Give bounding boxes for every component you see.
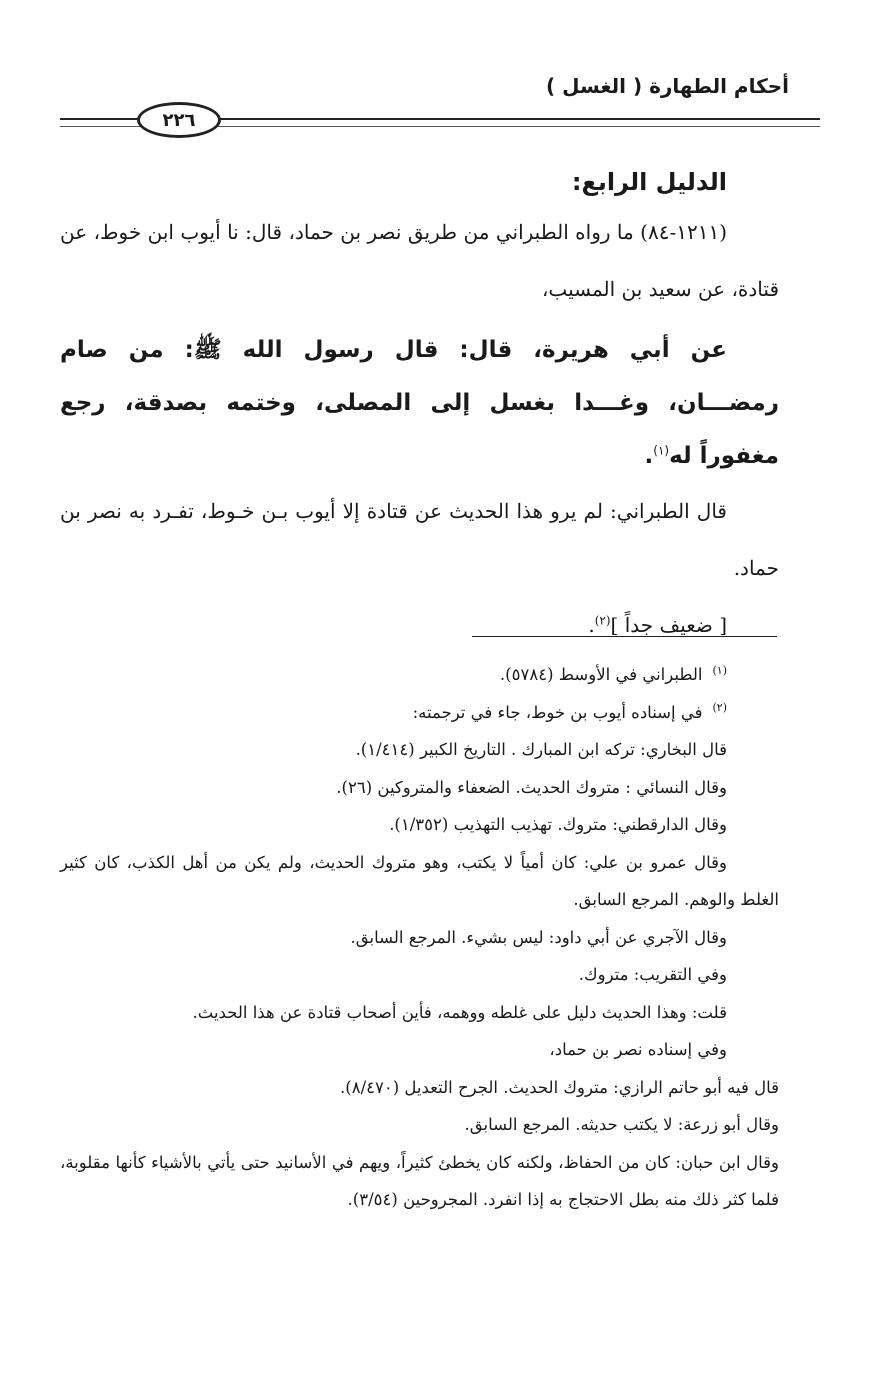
isnad-paragraph: (١٢١١-٨٤) ما رواه الطبراني من طريق نصر بن حماد، قال: نا أيوب ابن خوط، عن قتادة، عن سعيد بن المسيب، bbox=[60, 220, 779, 301]
footnote-line: وقال عمرو بن علي: كان أمياً لا يكتب، وهو متروك الحديث، ولم يكن من أهل الكذب، كان كثير الغلط والوهم. المرجع السابق. bbox=[60, 852, 779, 909]
footnote-line: وفي إسناده نصر بن حماد، bbox=[549, 1040, 727, 1059]
footnote-line: قلت: وهذا الحديث دليل على غلطه ووهمه، فأين أصحاب قتادة عن هذا الحديث. bbox=[192, 1002, 727, 1022]
footnote-line: وقال أبو زرعة: لا يكتب حديثه. المرجع السابق. bbox=[464, 1115, 779, 1134]
footnote-line: وفي التقريب: متروك. bbox=[578, 965, 727, 984]
footnote-ref-1[interactable]: (١) bbox=[653, 443, 670, 458]
footnote-2-text: في إسناده أيوب بن خوط، جاء في ترجمته: bbox=[412, 702, 703, 722]
footnote-ref-2[interactable]: (٢) bbox=[594, 613, 611, 628]
footnote-line: وقال الدارقطني: متروك. تهذيب التهذيب (١/٣٥٢). bbox=[389, 815, 727, 834]
footnote-line: وقال النسائي : متروك الحديث. الضعفاء والمتروكين (٢٦). bbox=[336, 777, 727, 797]
footnote-separator bbox=[472, 636, 777, 637]
running-header-title: أحكام الطهارة ( الغسل ) bbox=[546, 74, 789, 98]
grading-end: . bbox=[588, 613, 595, 637]
hadith-text bbox=[60, 324, 779, 483]
page-number: ٢٢٦ bbox=[137, 102, 221, 138]
footnotes bbox=[60, 656, 779, 1219]
hadith-grading bbox=[60, 597, 779, 654]
section-title: الدليل الرابع: bbox=[571, 168, 727, 196]
hadith-body: عن أبي هريرة، قال: قال رسول الله ﷺ: من صام رمضـــان، وغـــدا بغسل إلى المصلى، وختمه بصدقة، رجع مغفوراً له bbox=[60, 337, 779, 469]
footnote-line: وقال ابن حبان: كان من الحفاظ، ولكنه كان يخطئ كثيراً، ويهم في الأسانيد حتى يأتي بالأشياء كأنها مقلوبة، فلما كثر ذلك منه بطل الاحتجاج به إذا انفرد. المجروحين (٣/٥٤). bbox=[60, 1152, 779, 1209]
footnote-2: (٢)في إسناده أيوب بن خوط، جاء في ترجمته: bbox=[412, 701, 727, 722]
main-text bbox=[60, 160, 779, 654]
footnote-line: قال فيه أبو حاتم الرازي: متروك الحديث. الجرح التعديل (٨/٤٧٠). bbox=[340, 1077, 779, 1097]
footnote-1: (١)الطبراني في الأوسط (٥٧٨٤). bbox=[499, 663, 727, 684]
footnote-line: وقال الآجري عن أبي داود: ليس بشيء. المرجع السابق. bbox=[350, 927, 727, 947]
hadith-end: . bbox=[644, 443, 654, 469]
footnote-1-text: الطبراني في الأوسط (٥٧٨٤). bbox=[499, 665, 703, 684]
footnote-line: قال البخاري: تركه ابن المبارك . التاريخ الكبير (١/٤١٤). bbox=[355, 740, 727, 759]
grading-label: [ ضعيف جداً ] bbox=[610, 613, 727, 637]
tabarani-comment: قال الطبراني: لم يرو هذا الحديث عن قتادة إلا أيوب بـن خـوط، تفـرد به نصر بن حماد. bbox=[60, 499, 779, 580]
